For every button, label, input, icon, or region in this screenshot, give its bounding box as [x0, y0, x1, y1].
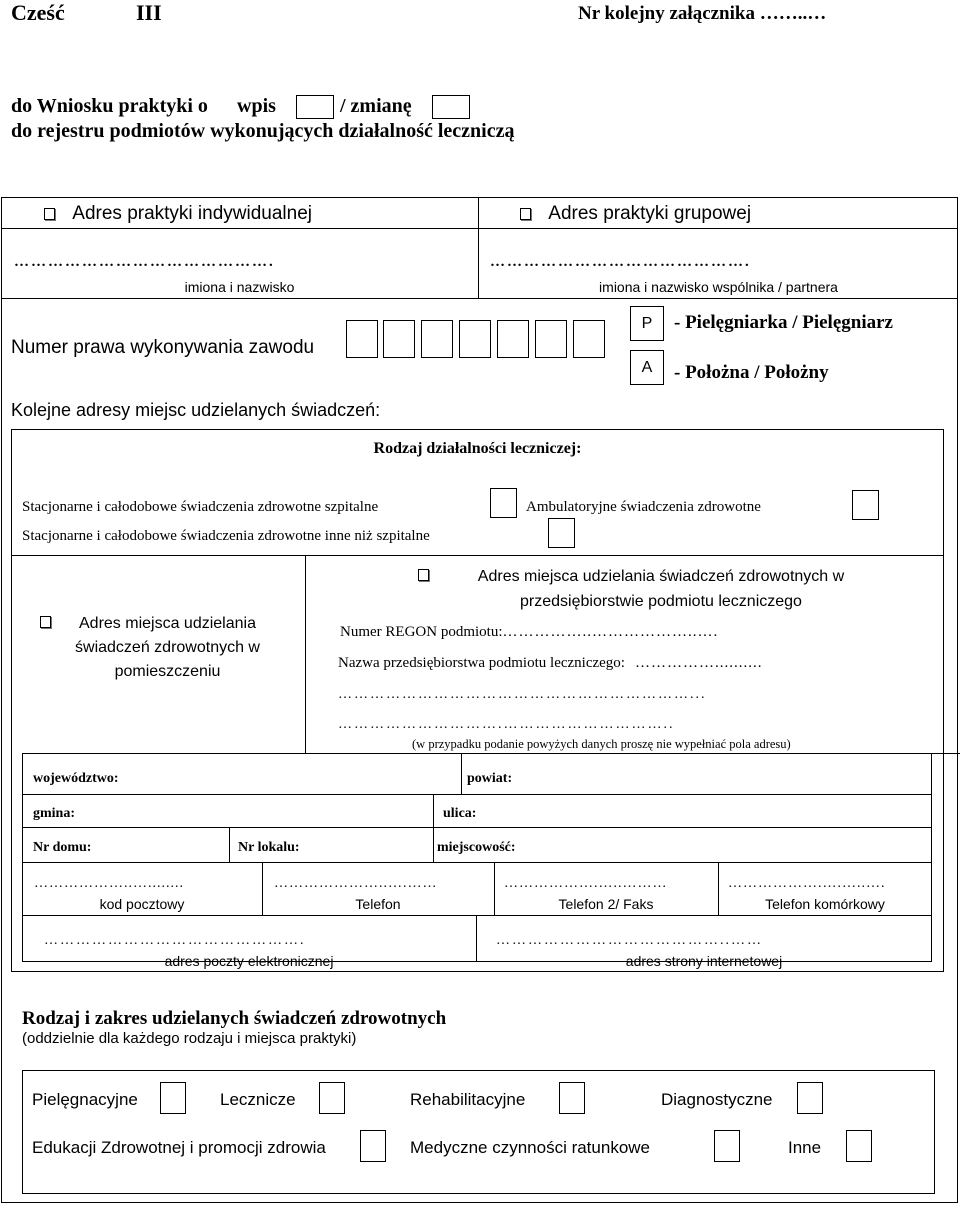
regon-input[interactable]: ……………..………………..…. — [502, 624, 719, 640]
activity-title: Rodzaj działalności leczniczej: — [373, 440, 582, 457]
license-digit-4[interactable] — [459, 320, 491, 358]
name-caption-right: imiona i nazwisko wspólnika / partnera — [599, 279, 838, 295]
regon-label: Numer REGON podmiotu: — [340, 624, 503, 640]
change-label: / zmianę — [340, 95, 412, 117]
name-field-right[interactable]: ………………………………………. — [490, 254, 751, 270]
group-practice-option[interactable] — [520, 203, 751, 225]
house-number-label: Nr domu: — [33, 840, 92, 855]
enterprise-option[interactable] — [416, 564, 906, 614]
phone-input[interactable]: …………………..….…… — [274, 876, 438, 891]
name-caption-left: imiona i nazwisko — [184, 279, 295, 295]
services-subtitle: (oddzielnie dla każdego rodzaju i miejsca praktyki) — [22, 1030, 357, 1047]
mobile-caption: Telefon komórkowy — [765, 896, 885, 912]
service-other-label: Inne — [788, 1138, 822, 1157]
hospital-label: Stacjonarne i całodobowe świadczenia zdrowotne szpitalne — [22, 499, 379, 515]
service-diagnostic-label: Diagnostyczne — [661, 1090, 773, 1109]
entry-label: wpis — [237, 95, 276, 117]
flat-number-label: Nr lokalu: — [238, 840, 300, 855]
individual-practice-label: Adres praktyki indywidualnej — [72, 203, 313, 224]
part-label: Cześć — [11, 0, 65, 25]
part-number: III — [136, 0, 162, 25]
service-rescue-checkbox[interactable] — [714, 1130, 740, 1162]
service-other-checkbox[interactable] — [846, 1130, 872, 1162]
email-input[interactable]: …………………………………………. — [44, 933, 306, 948]
group-practice-checkbox[interactable] — [520, 208, 531, 220]
premises-label: Adres miejsca udzielania świadczeń zdrowotnych w pomieszczeniu — [75, 615, 260, 680]
phone2-caption: Telefon 2/ Faks — [558, 896, 654, 912]
service-diagnostic-checkbox[interactable] — [797, 1082, 823, 1114]
group-practice-label: Adres praktyki grupowej — [548, 203, 752, 224]
enterprise-name-label: Nazwa przedsiębiorstwa podmiotu leczniczego: — [338, 655, 625, 671]
service-rehab-checkbox[interactable] — [559, 1082, 585, 1114]
request-prefix: do Wniosku praktyki o — [11, 95, 208, 117]
service-treatment-label: Lecznicze — [220, 1090, 296, 1109]
county-label: powiat: — [467, 771, 513, 786]
commune-label: gmina: — [33, 806, 75, 821]
enterprise-note: (w przypadku podanie powyżych danych proszę nie wypełniać pola adresu) — [412, 737, 791, 751]
enterprise-name-row — [338, 655, 762, 672]
service-rescue-label: Medyczne czynności ratunkowe — [410, 1138, 651, 1157]
website-caption: adres strony internetowej — [625, 953, 783, 969]
service-nursing-checkbox[interactable] — [160, 1082, 186, 1114]
attachment-number: Nr kolejny załącznika ……..… — [578, 3, 827, 24]
service-rehab-label: Rehabilitacyjne — [410, 1090, 526, 1109]
profession-a-label: - Położna / Położny — [674, 362, 829, 383]
hospital-checkbox[interactable] — [490, 488, 517, 518]
profession-a-box[interactable]: A — [630, 350, 664, 385]
outpatient-label: Ambulatoryjne świadczenia zdrowotne — [526, 499, 761, 515]
premises-checkbox[interactable] — [40, 616, 51, 628]
street-label: ulica: — [443, 806, 477, 821]
enterprise-name-input[interactable]: …………….......... — [634, 655, 763, 671]
license-digit-7[interactable] — [573, 320, 605, 358]
email-caption: adres poczty elektronicznej — [164, 953, 334, 969]
individual-practice-option[interactable] — [44, 203, 312, 225]
website-input[interactable]: ……………………………………..…… — [496, 933, 763, 948]
next-addresses-label: Kolejne adresy miejsc udzielanych świadczeń: — [11, 400, 381, 420]
voivodeship-label: województwo: — [33, 771, 119, 786]
service-education-checkbox[interactable] — [360, 1130, 386, 1162]
other-stationary-label: Stacjonarne i całodobowe świadczenia zdrowotne inne niż szpitalne — [22, 528, 430, 544]
premises-option[interactable] — [40, 612, 295, 684]
name-field-left[interactable]: ………………………………………. — [14, 254, 275, 270]
service-education-label: Edukacji Zdrowotnej i promocji zdrowia — [32, 1138, 326, 1157]
mobile-input[interactable]: ……………….….…..…. — [728, 876, 886, 891]
phone2-input[interactable]: ……………….…..……… — [504, 876, 668, 891]
outpatient-checkbox[interactable] — [852, 490, 879, 520]
services-title: Rodzaj i zakres udzielanych świadczeń zdrowotnych — [22, 1008, 447, 1029]
individual-practice-checkbox[interactable] — [44, 208, 55, 220]
service-nursing-label: Pielęgnacyjne — [32, 1090, 138, 1109]
license-digit-2[interactable] — [383, 320, 415, 358]
license-digit-3[interactable] — [421, 320, 453, 358]
enterprise-label: Adres miejsca udzielania świadczeń zdrowotnych w przedsiębiorstwie podmiotu leczniczego — [477, 568, 845, 610]
regon-row — [340, 624, 718, 641]
postal-code-caption: kod pocztowy — [99, 896, 185, 912]
license-digit-5[interactable] — [497, 320, 529, 358]
license-label: Numer prawa wykonywania zawodu — [11, 337, 315, 358]
enterprise-name-line-3[interactable]: ………………………….………………………….. — [338, 717, 675, 732]
request-line-2: do rejestru podmiotów wykonujących działalność leczniczą — [11, 120, 515, 142]
service-treatment-checkbox[interactable] — [319, 1082, 345, 1114]
profession-p-label: - Pielęgniarka / Pielęgniarz — [674, 312, 893, 333]
enterprise-name-line-2[interactable]: …………………………………………………………... — [338, 687, 707, 702]
profession-p-box[interactable]: P — [630, 306, 664, 341]
other-stationary-checkbox[interactable] — [548, 518, 575, 548]
license-digit-1[interactable] — [346, 320, 378, 358]
phone-caption: Telefon — [355, 896, 401, 912]
postal-code-input[interactable]: ………………..…........ — [34, 876, 184, 891]
entry-checkbox[interactable] — [296, 95, 334, 119]
enterprise-checkbox[interactable] — [418, 569, 429, 581]
change-checkbox[interactable] — [432, 95, 470, 119]
town-label: miejscowość: — [437, 840, 516, 855]
license-digit-6[interactable] — [535, 320, 567, 358]
